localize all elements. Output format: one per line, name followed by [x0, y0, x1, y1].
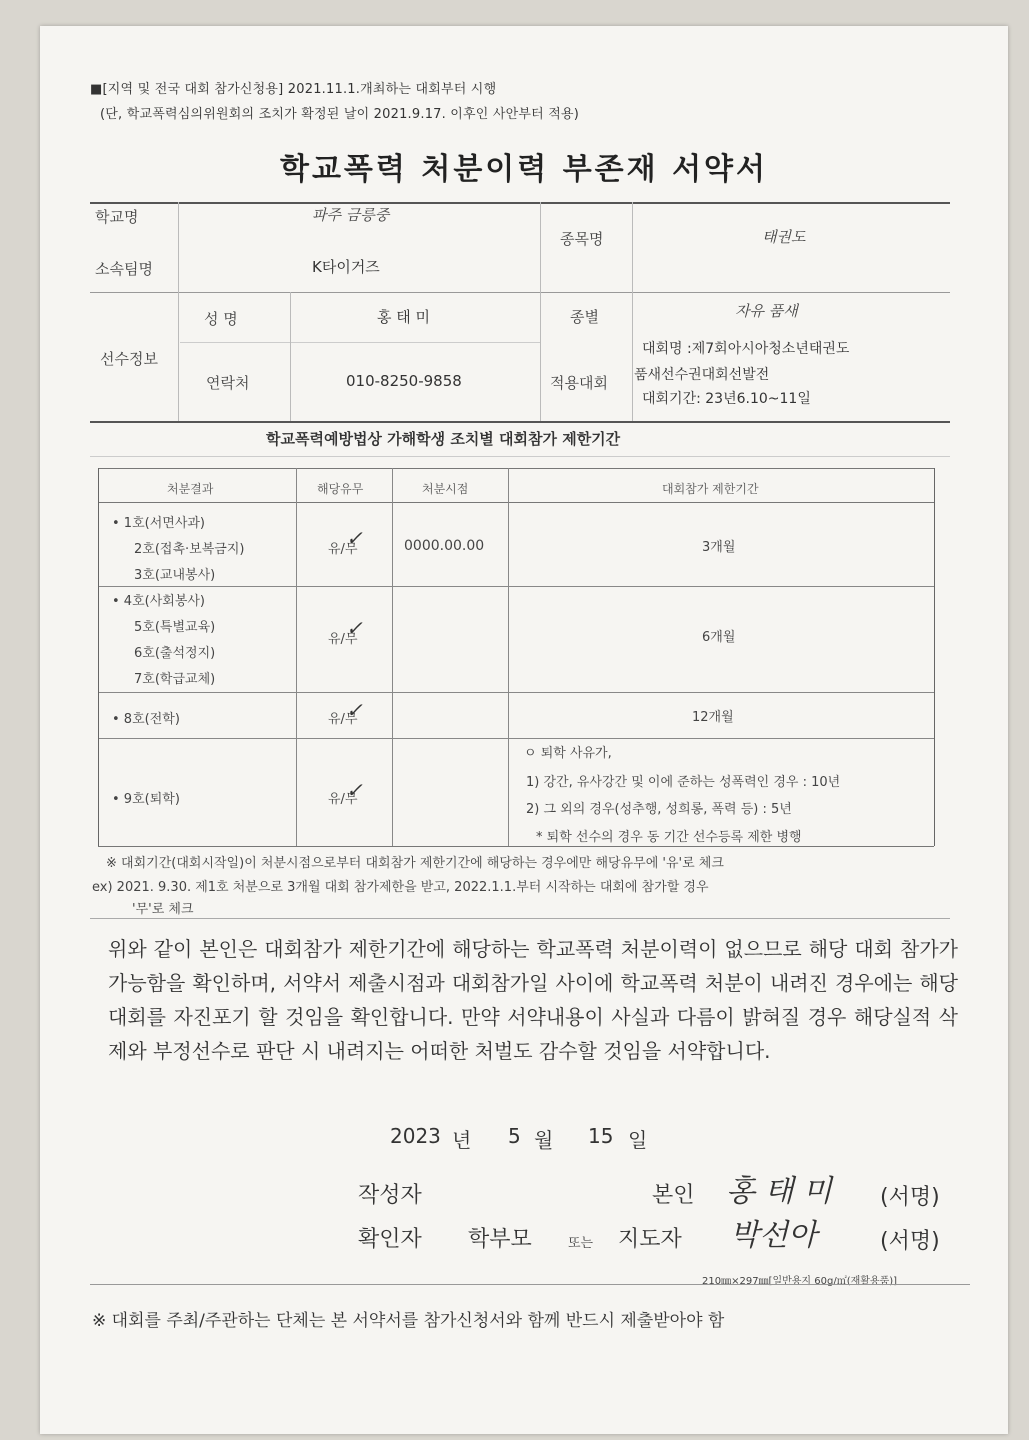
applicable-value: 유/무: [328, 792, 358, 807]
result-item: • 4호(사회봉사): [112, 594, 206, 609]
date-month: 5: [508, 1124, 521, 1148]
name-label: 성 명: [204, 310, 238, 328]
expulsion-reason-title: ㅇ 퇴학 사유가,: [524, 746, 612, 761]
date-month-unit: 월: [534, 1128, 554, 1152]
parent-label: 학부모: [468, 1227, 532, 1252]
document-title: 학교폭력 처분이력 부존재 서약서: [279, 152, 769, 187]
date-day: 15: [588, 1124, 614, 1148]
confirmer-label: 확인자: [358, 1227, 422, 1252]
sport-label: 종목명: [560, 230, 604, 248]
expulsion-reason-3: * 퇴학 선수의 경우 동 기간 선수등록 제한 병행: [536, 830, 802, 845]
competition-period: 대회기간: 23년6.10~11일: [642, 391, 811, 407]
pledge-document: [40, 26, 1008, 1434]
school-value: 파주 금릉중: [312, 206, 390, 224]
competition-name-cont: 품새선수권대회선발전: [634, 367, 770, 383]
result-item: • 1호(서면사과): [112, 516, 206, 531]
expulsion-reason-1: 1) 강간, 유사강간 및 이에 준하는 성폭력인 경우 : 10년: [526, 775, 841, 790]
restriction-period: 3개월: [702, 540, 736, 555]
result-item: • 9호(퇴학): [112, 792, 180, 807]
coach-label: 지도자: [618, 1227, 682, 1252]
date-year: 2023: [390, 1124, 441, 1148]
date-year-unit: 년: [452, 1128, 472, 1152]
applicable-value: 유/무: [328, 542, 358, 557]
contact-label: 연락처: [206, 374, 250, 392]
check-mark: ✓: [346, 778, 363, 802]
signature-mark: (서명): [880, 1229, 940, 1254]
name-value: 홍 태 미: [377, 308, 431, 326]
sport-value: 태권도: [762, 228, 806, 246]
restriction-section-title: 학교폭력예방법상 가해학생 조치별 대회참가 제한기간: [266, 430, 621, 448]
applicable-value: 유/무: [328, 712, 358, 727]
col-applicable-header: 해당유무: [317, 482, 364, 496]
date-day-unit: 일: [628, 1128, 648, 1152]
expulsion-reason-2: 2) 그 외의 경우(성추행, 성희롱, 폭력 등) : 5년: [526, 802, 792, 817]
coach-handwritten-name: 박선아: [730, 1218, 817, 1253]
result-item: 3호(교내봉사): [134, 568, 216, 583]
result-item: 5호(특별교육): [134, 620, 216, 635]
applicable-value: 유/무: [328, 632, 358, 647]
result-item: 6호(출석정지): [134, 646, 216, 661]
check-mark: ✓: [346, 526, 363, 550]
header-line-1: ■[지역 및 전국 대회 참가신청용] 2021.11.1.개최하는 대회부터 시행: [90, 82, 497, 97]
team-label: 소속팀명: [95, 260, 153, 278]
competition-name: 대회명 :제7회아시아청소년태권도: [642, 341, 850, 357]
self-handwritten-name: 홍 태 미: [726, 1174, 833, 1209]
restriction-period: 6개월: [702, 630, 736, 645]
header-line-2: (단, 학교폭력심의위원회의 조치가 확정된 날이 2021.9.17. 이후인 사안부터 적용): [100, 107, 580, 122]
note-1: ※ 대회기간(대회시작일)이 처분시점으로부터 대회참가 제한기간에 해당하는 경우에만 해당유무에 '유'로 체크: [106, 856, 724, 871]
disposition-date: 0000.00.00: [404, 538, 485, 554]
writer-label: 작성자: [358, 1183, 422, 1208]
signature-mark: (서명): [880, 1185, 940, 1210]
category-value: 자유 품새: [735, 302, 798, 320]
category-label: 종별: [570, 308, 599, 326]
note-2: ex) 2021. 9.30. 제1호 처분으로 3개월 대회 참가제한을 받고, 2022.1.1.부터 시작하는 대회에 참가할 경우: [92, 880, 709, 895]
note-3: '무'로 체크: [132, 902, 194, 917]
or-label: 또는: [568, 1236, 594, 1251]
self-label: 본인: [652, 1183, 695, 1208]
col-result-header: 처분결과: [167, 482, 214, 496]
result-item: 2호(접촉·보복금지): [134, 542, 245, 557]
footer-note: ※ 대회를 주최/주관하는 단체는 본 서약서를 참가신청서와 함께 반드시 제출받아야 함: [92, 1311, 725, 1331]
check-mark: ✓: [346, 616, 363, 640]
result-item: 7호(학급교체): [134, 672, 216, 687]
pledge-statement: 위와 같이 본인은 대회참가 제한기간에 해당하는 학교폭력 처분이력이 없으므로 해당 대회 참가가 가능함을 확인하며, 서약서 제출시점과 대회참가일 사이에 학교폭력 처분이 내려진 경우에는 해당대회를 자진포기 할 것임을 확인합니다. 만약 서약내용이 사실과 다름이 밝혀질 경우 해당실적 삭제와 부정선수로 판단 시 내려지는 어떠한 처벌도 감수할 것임을 서약합니다.: [108, 937, 958, 1063]
result-item: • 8호(전학): [112, 712, 180, 727]
team-value: K타이거즈: [312, 258, 380, 276]
restriction-period: 12개월: [692, 710, 734, 725]
applied-competition-label: 적용대회: [550, 374, 608, 392]
contact-value: 010-8250-9858: [346, 372, 462, 390]
col-period-header: 대회참가 제한기간: [662, 482, 759, 496]
paper-info: 210㎜×297㎜[일반용지 60g/㎡(재활용품)]: [702, 1276, 898, 1287]
col-date-header: 처분시점: [422, 482, 469, 496]
school-label: 학교명: [95, 208, 139, 226]
check-mark: ✓: [346, 698, 363, 722]
player-info-label: 선수정보: [100, 350, 158, 368]
